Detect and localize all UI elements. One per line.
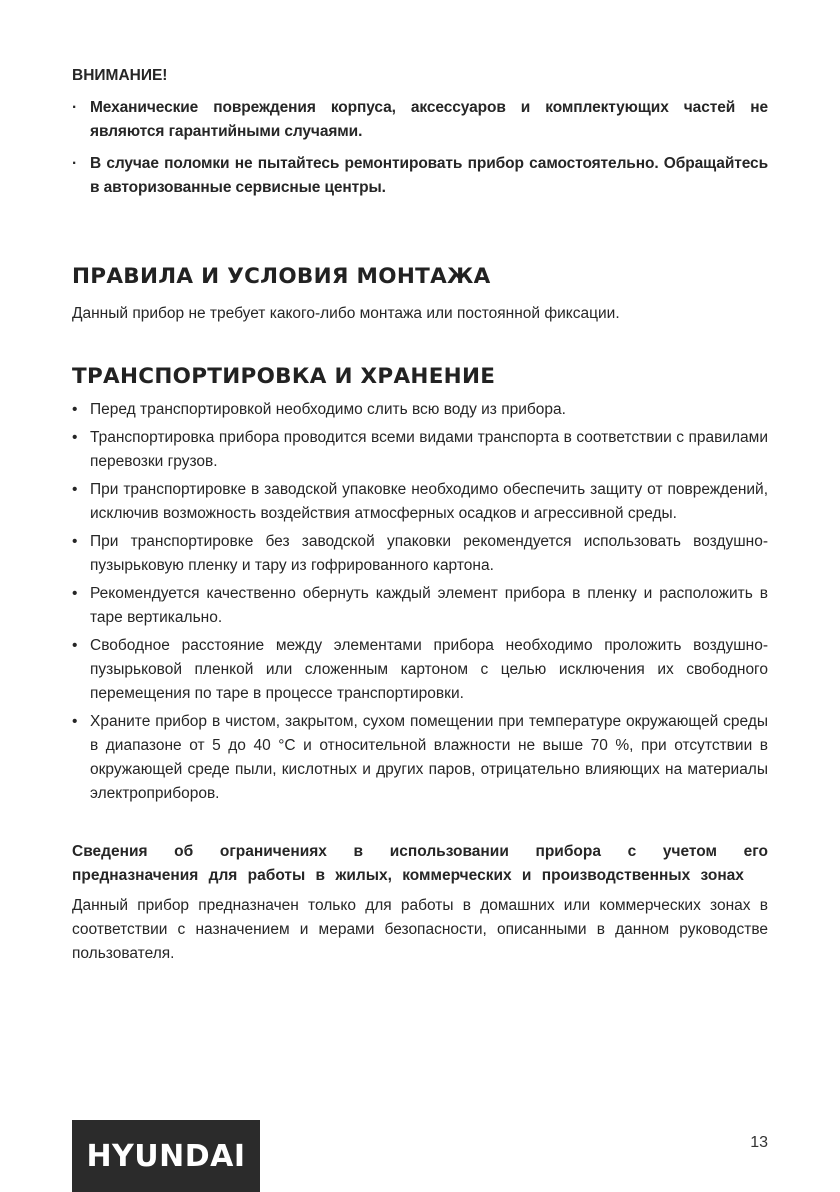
warning-item: · Механические повреждения корпуса, аксессуаров и комплектующих частей не являются гарантийными случаями. (72, 96, 768, 144)
list-item: • Храните прибор в чистом, закрытом, сухом помещении при температуре окружающей среды в диапазоне от 5 до 40 °С и относительной влажности не выше 70 %, при отсутствии в окружающей среде пыли, кислотных и других паров, отрицательно влияющих на материалы электроприборов. (72, 710, 768, 806)
mounting-heading: ПРАВИЛА И УСЛОВИЯ МОНТАЖА (72, 264, 491, 289)
mounting-text: Данный прибор не требует какого-либо монтажа или постоянной фиксации. (72, 305, 620, 322)
restrictions-text: Данный прибор предназначен только для работы в домашних или коммерческих зонах в соответствии с назначением и мерами безопасности, описанными в данном руководстве пользователя. (72, 897, 768, 962)
list-item: • При транспортировке в заводской упаковке необходимо обеспечить защиту от повреждений, исключив возможность воздействия атмосферных осадков и агрессивной среды. (72, 478, 768, 526)
list-item: • Свободное расстояние между элементами прибора необходимо проложить воздушно-пузырьковой пленкой или сложенным картоном с целью исключения их свободного перемещения по таре в процессе транспортировки. (72, 634, 768, 706)
list-item: • Перед транспортировкой необходимо слить всю воду из прибора. (72, 398, 768, 422)
brand-logo-text: HYUNDAI (86, 1138, 246, 1174)
list-item: • Рекомендуется качественно обернуть каждый элемент прибора в пленку и расположить в таре вертикально. (72, 582, 768, 630)
warning-section (72, 64, 768, 200)
page-number: 13 (750, 1134, 768, 1151)
page-content (72, 64, 768, 966)
warning-item: · В случае поломки не пытайтесь ремонтировать прибор самостоятельно. Обращайтесь в авторизованные сервисные центры. (72, 152, 768, 200)
transport-list (72, 398, 768, 806)
transport-heading: ТРАНСПОРТИРОВКА И ХРАНЕНИЕ (72, 364, 496, 389)
restrictions-section (72, 840, 768, 966)
transport-section (72, 362, 768, 806)
restrictions-heading: Сведения об ограничениях в использовании прибора с учетом его предназначения для работы в жилых, коммерческих и производственных зонах (72, 843, 768, 884)
mounting-section (72, 262, 768, 326)
warning-list (72, 96, 768, 200)
list-item: • Транспортировка прибора проводится всеми видами транспорта в соответствии с правилами перевозки грузов. (72, 426, 768, 474)
brand-logo (72, 1120, 260, 1192)
list-item: • При транспортировке без заводской упаковки рекомендуется использовать воздушно-пузырьковую пленку и тару из гофрированного картона. (72, 530, 768, 578)
warning-title: ВНИМАНИЕ! (72, 67, 168, 84)
